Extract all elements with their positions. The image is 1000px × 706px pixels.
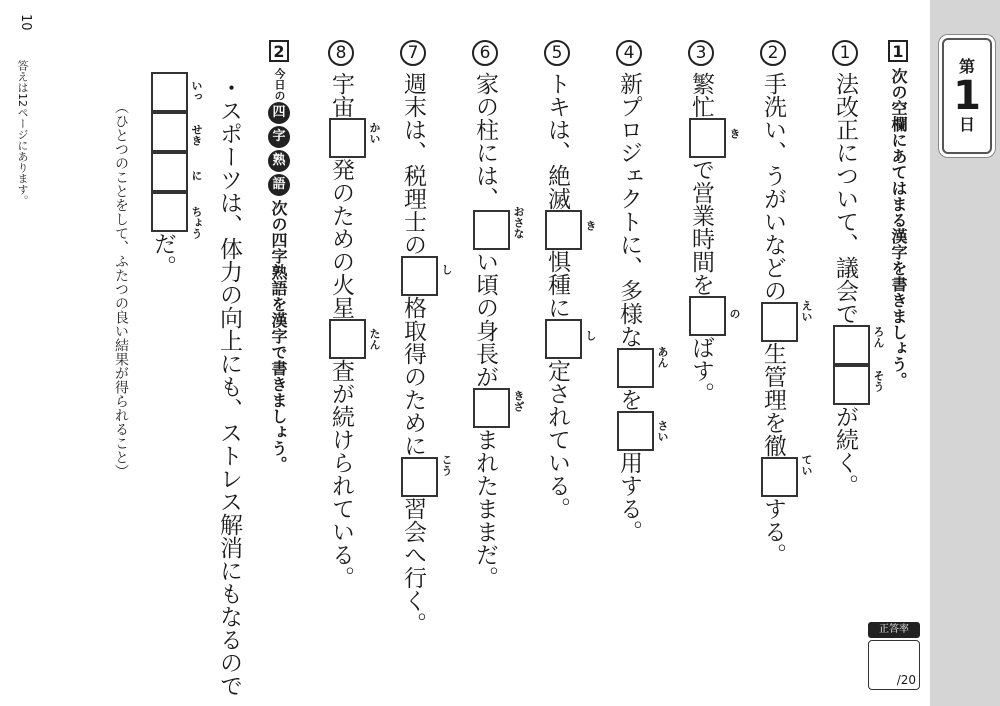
- answer-box[interactable]: [545, 210, 582, 250]
- kana-hint: きざ: [512, 390, 525, 412]
- answer-box[interactable]: [401, 256, 438, 296]
- answer-box[interactable]: [617, 348, 654, 388]
- answer-box[interactable]: [689, 296, 726, 336]
- section2-sentence: ・スポーツは、体力の向上にも、ストレス解消にもなるので: [216, 76, 242, 697]
- kana-hint: せき: [190, 124, 203, 146]
- question-5: 5トキは、絶滅惧種に定されている。: [542, 40, 582, 520]
- question-number: 7: [400, 40, 426, 66]
- score-total: /20: [896, 673, 916, 687]
- question-number: 6: [472, 40, 498, 66]
- kana-hint: し: [584, 330, 597, 341]
- question-number: 5: [544, 40, 570, 66]
- question-number: 4: [616, 40, 642, 66]
- answer-box[interactable]: [833, 365, 870, 405]
- kana-hint: たん: [368, 328, 381, 350]
- section2-header: [268, 40, 290, 197]
- score-box[interactable]: [868, 640, 920, 690]
- question-1: 1法改正について、議会でが続く。: [830, 40, 870, 497]
- kana-hint: そう: [872, 370, 885, 392]
- kana-hint: えい: [800, 300, 813, 322]
- yoji-char: 四: [268, 102, 290, 124]
- yoji-meaning: （ひとつのことをして、ふたつの良い結果が得られること）: [113, 100, 129, 478]
- question-2: 2手洗い、うがいなどの生管理を徹する。: [758, 40, 798, 566]
- kana-hint: の: [728, 308, 741, 319]
- answer-box[interactable]: [761, 457, 798, 497]
- kana-hint: き: [584, 220, 597, 231]
- section1-number: 1: [888, 40, 908, 62]
- answer-box[interactable]: [617, 411, 654, 451]
- question-4: 4新プロジェクトに、多様なを用する。: [614, 40, 654, 543]
- question-6: 6家の柱には、い頃の身長がまれたままだ。: [470, 40, 510, 589]
- kana-hint: に: [190, 170, 203, 181]
- day-badge: [942, 38, 992, 154]
- answer-box[interactable]: [329, 118, 366, 158]
- kana-hint: あん: [656, 346, 669, 368]
- question-8: 8宇宙発のための火星査が続けられている。: [326, 40, 366, 589]
- question-7: 7週末は、税理士の格取得のために習会へ行く。: [398, 40, 438, 635]
- kana-hint: いっ: [190, 80, 203, 102]
- answer-box[interactable]: [761, 302, 798, 342]
- answer-note: 答えは12ページにあります。: [16, 60, 29, 206]
- section2-instruction: 次の四字熟語を漢字で書きましょう。: [269, 200, 288, 472]
- section2-number: 2: [269, 40, 289, 62]
- answer-box[interactable]: [329, 319, 366, 359]
- section1-instruction: 1次の空欄にあてはまる漢字を書きましょう。: [889, 42, 908, 388]
- yoji-char: 字: [268, 126, 290, 148]
- day-badge-number: 1: [953, 73, 981, 119]
- question-number: 2: [760, 40, 786, 66]
- question-number: 8: [328, 40, 354, 66]
- answer-box[interactable]: [151, 72, 188, 112]
- answer-box[interactable]: [151, 192, 188, 232]
- kana-hint: かい: [368, 122, 381, 144]
- kana-hint: さい: [656, 420, 669, 442]
- yoji-char: 熟: [268, 150, 290, 172]
- answer-box[interactable]: [473, 210, 510, 250]
- question-3: 3繁忙で営業時間をばす。: [686, 40, 726, 405]
- answer-box[interactable]: [473, 388, 510, 428]
- section2-label: 今日の: [273, 68, 286, 101]
- question-number: 1: [832, 40, 858, 66]
- question-number: 3: [688, 40, 714, 66]
- yoji-char: 語: [268, 174, 290, 196]
- kana-hint: き: [728, 128, 741, 139]
- page-number: 10: [18, 14, 33, 31]
- day-badge-suffix: 日: [958, 115, 975, 134]
- kana-hint: こう: [440, 454, 453, 476]
- section2-answer-column: だ。: [148, 72, 188, 278]
- answer-box[interactable]: [151, 152, 188, 192]
- answer-box[interactable]: [401, 457, 438, 497]
- day-badge-prefix: 第: [958, 57, 975, 76]
- kana-hint: ろん: [872, 326, 885, 348]
- score-label: 正答率: [868, 622, 920, 638]
- answer-box[interactable]: [833, 325, 870, 365]
- kana-hint: し: [440, 264, 453, 275]
- answer-box[interactable]: [151, 112, 188, 152]
- answer-box[interactable]: [689, 118, 726, 158]
- kana-hint: ちょう: [190, 206, 203, 239]
- kana-hint: おさな: [512, 206, 525, 239]
- answer-box[interactable]: [545, 319, 582, 359]
- kana-hint: てい: [800, 454, 813, 476]
